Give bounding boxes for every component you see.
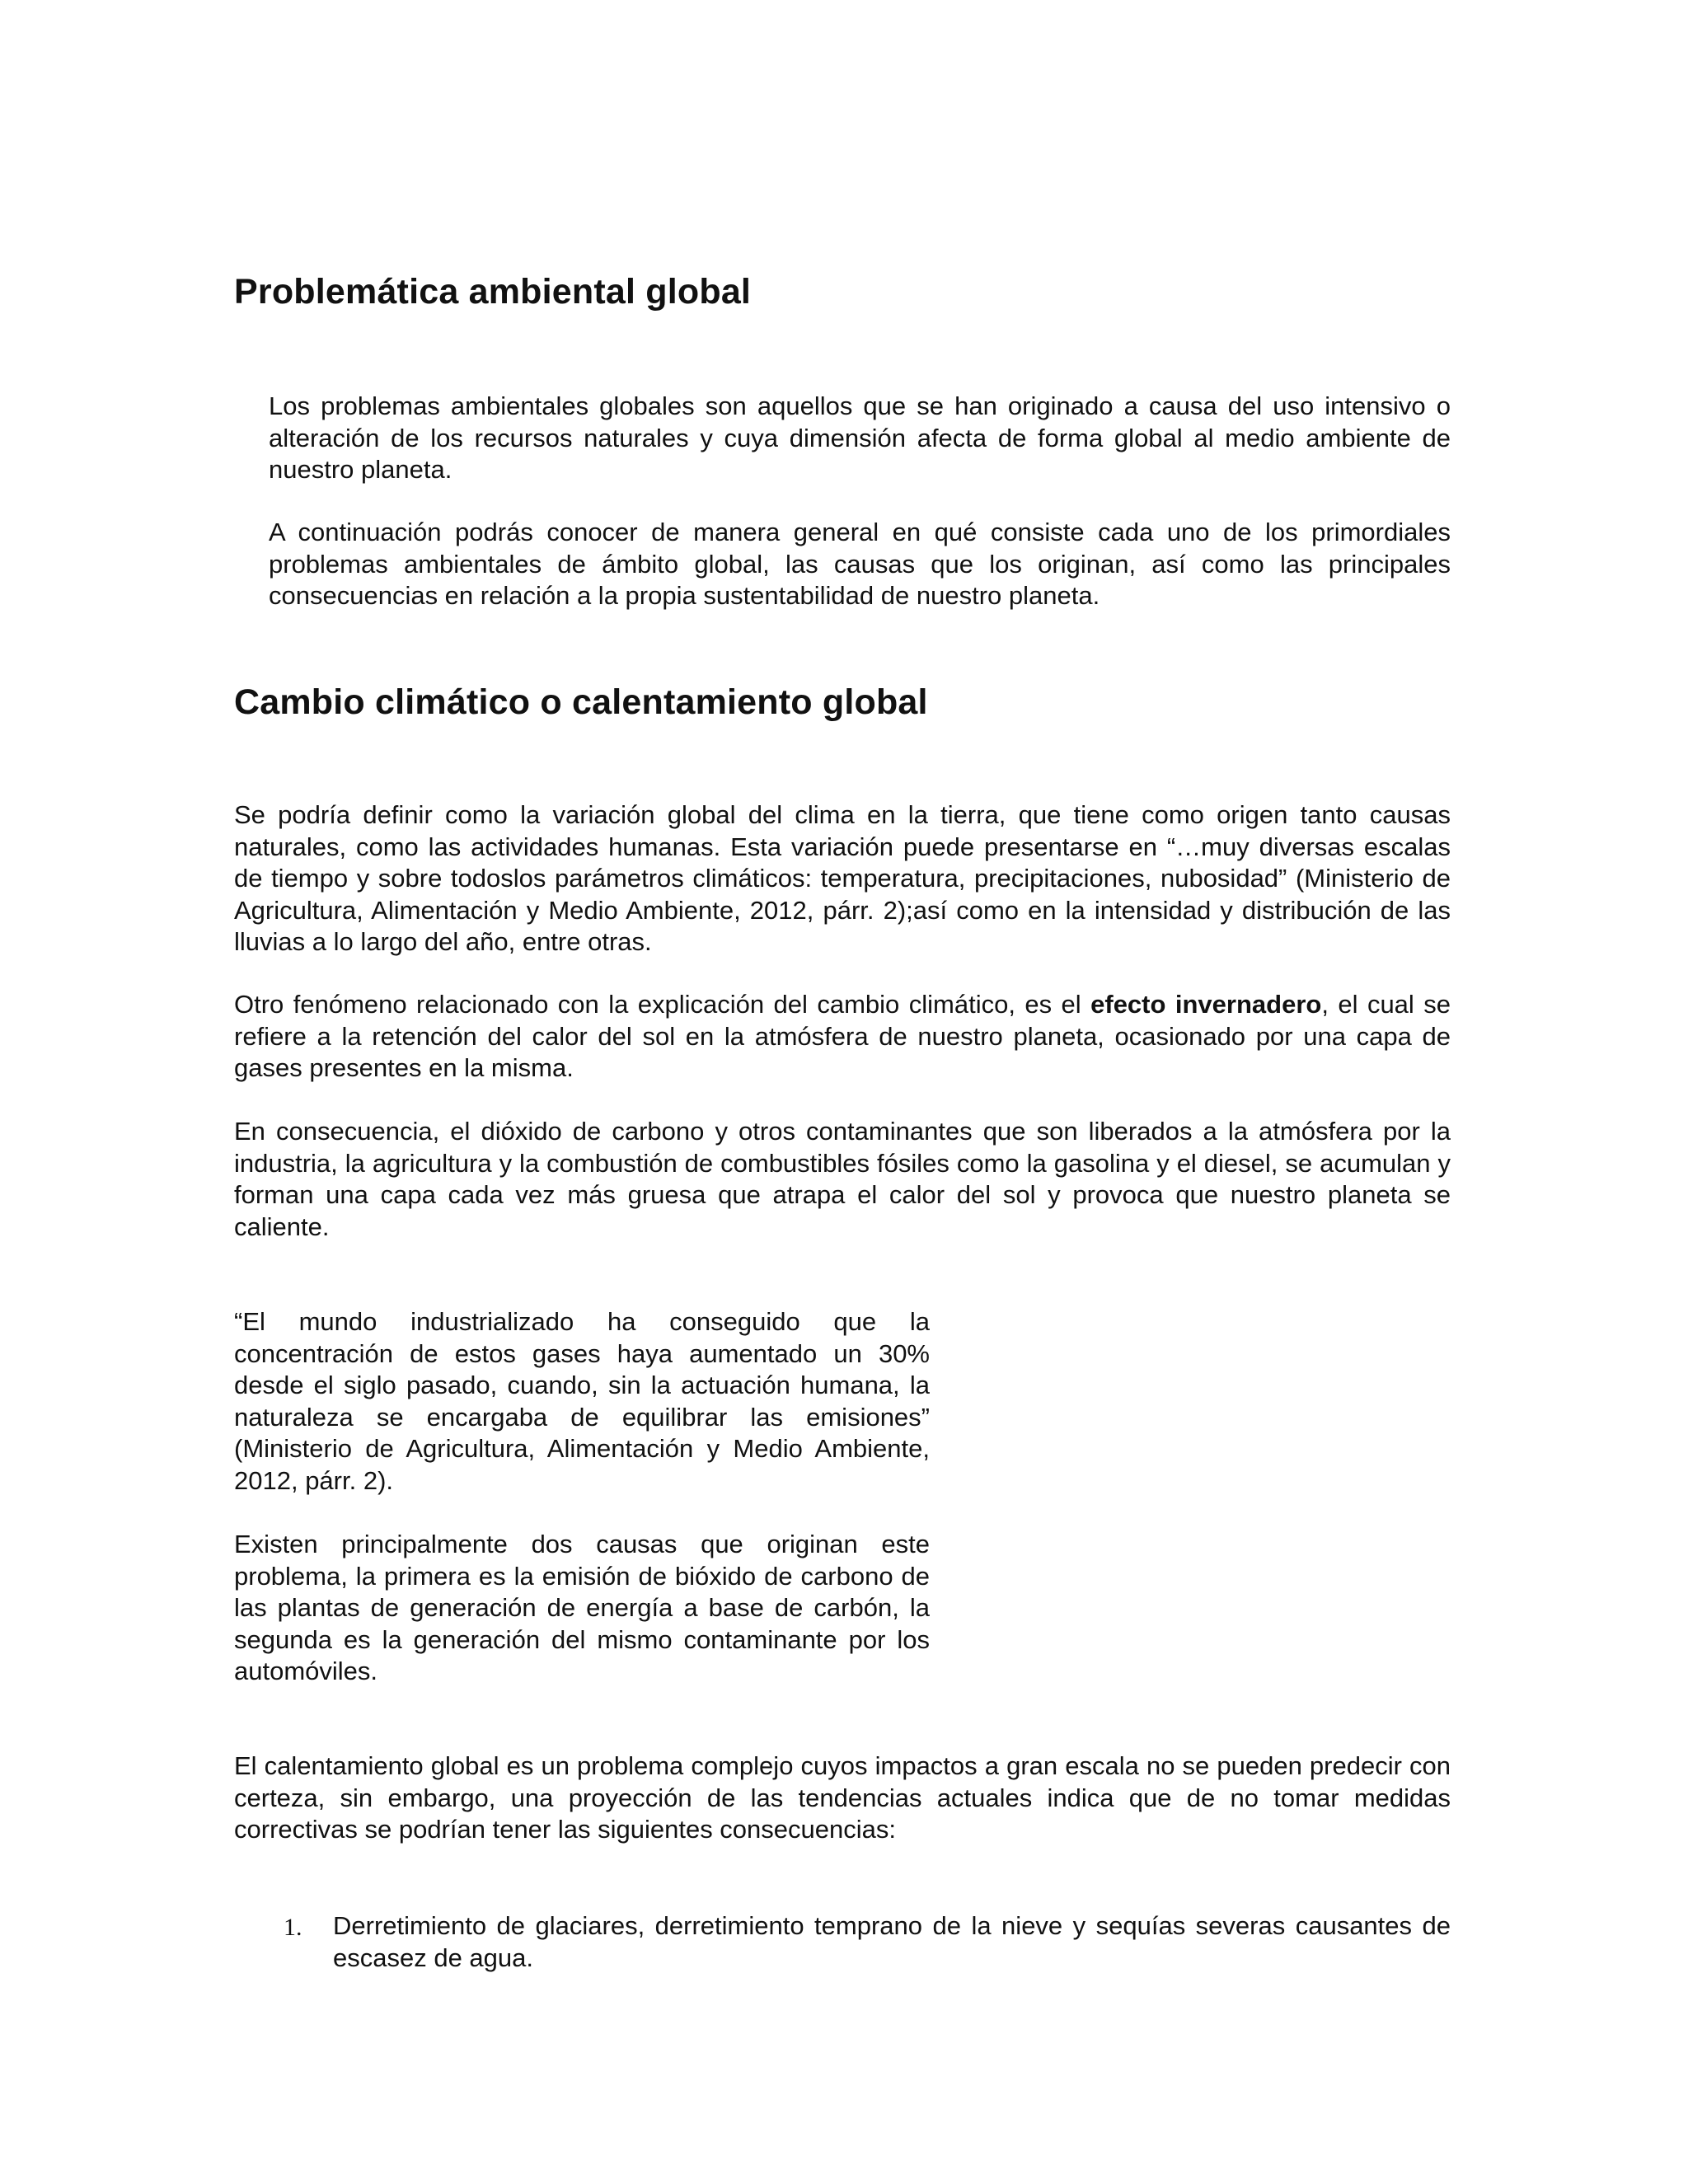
section-heading-cambio-climatico: Cambio climático o calentamiento global <box>234 682 928 722</box>
list-item-number: 1. <box>284 1914 302 1941</box>
paragraph-efecto-invernadero <box>234 989 1451 1085</box>
paragraph-intro-continuacion: A continuación podrás conocer de manera general en qué consiste cada uno de los primordiales problemas ambientales de ámbito global, las causas que los originan, así como las principales consecuencias en relación a la propia sustentabilidad de nuestro planeta. <box>269 518 1451 610</box>
paragraph-cita-mundo-industrializado: “El mundo industrializado ha conseguido que la concentración de estos gases haya aumentado un 30% desde el siglo pasado, cuando, sin la actuación humana, la naturaleza se encargaba de equilibrar las emisiones” (Ministerio de Agricultura, Alimentación y Medio Ambiente, 2012, párr. 2). <box>234 1307 930 1495</box>
paragraph-efecto-invernadero-text-after: , el cual se refiere a la retención del calor del sol en la atmósfera de nuestro planeta, ocasionado por una capa de gases presentes en la misma. <box>234 990 1451 1082</box>
section-heading-problematica: Problemática ambiental global <box>234 272 752 312</box>
paragraph-definicion: Se podría definir como la variación global del clima en la tierra, que tiene como origen tanto causas naturales, como las actividades humanas. Esta variación puede presentarse en “…muy diversas escalas de tiempo y sobre todoslos parámetros climáticos: temperatura, precipitaciones, nubosidad” (Ministerio de Agricultura, Alimentación y Medio Ambiente, 2012, párr. 2);así como en la intensidad y distribución de las lluvias a lo largo del año, entre otras. <box>234 800 1451 956</box>
paragraph-efecto-invernadero-text-before: Otro fenómeno relacionado con la explicación del cambio climático, es el <box>234 990 1091 1019</box>
list-item-text: Derretimiento de glaciares, derretimiento temprano de la nieve y sequías severas causantes de escasez de agua. <box>333 1911 1451 1972</box>
efecto-invernadero-term: efecto invernadero <box>1090 990 1322 1019</box>
paragraph-causas: Existen principalmente dos causas que originan este problema, la primera es la emisión de bióxido de carbono de las plantas de generación de energía a base de carbón, la segunda es la generación del mismo contaminante por los automóviles. <box>234 1530 930 1685</box>
paragraph-calentamiento-complejo: El calentamiento global es un problema complejo cuyos impactos a gran escala no se pueden predecir con certeza, sin embargo, una proyección de las tendencias actuales indica que de no tomar medidas correctivas se podrían tener las siguientes consecuencias: <box>234 1751 1451 1844</box>
paragraph-consecuencia-dioxido: En consecuencia, el dióxido de carbono y otros contaminantes que son liberados a la atmósfera por la industria, la agricultura y la combustión de combustibles fósiles como la gasolina y el diesel, se acumulan y forman una capa cada vez más gruesa que atrapa el calor del sol y provoca que nuestro planeta se caliente. <box>234 1117 1451 1241</box>
paragraph-intro-problemas: Los problemas ambientales globales son aquellos que se han originado a causa del uso intensivo o alteración de los recursos naturales y cuya dimensión afecta de forma global al medio ambiente de nuestro planeta. <box>269 391 1451 484</box>
